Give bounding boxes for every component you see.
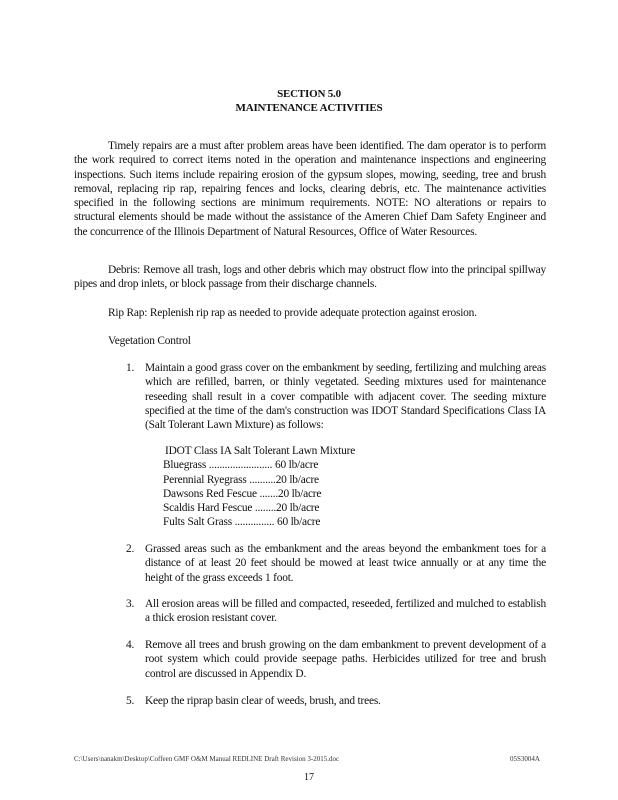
vegetation-heading: Vegetation Control	[108, 335, 191, 347]
list-text: Keep the riprap basin clear of weeds, brush, and trees.	[145, 695, 381, 707]
debris-paragraph	[74, 263, 546, 292]
rip-rap-paragraph: Rip Rap: Replenish rip rap as needed to provide adequate protection against erosion.	[108, 307, 477, 319]
list-number: 3.	[126, 598, 135, 610]
seed-row: Dawsons Red Fescue .......20 lb/acre	[163, 487, 322, 500]
section-title: MAINTENANCE ACTIVITIES	[235, 102, 383, 114]
seed-mixture-table	[163, 444, 403, 530]
list-item	[126, 638, 546, 681]
list-item	[126, 597, 546, 626]
list-text: Grassed areas such as the embankment and the areas beyond the embankment toes for a distance of at least 20 feet should be mowed at least twice annually or at any time the height of the grass exceeds 1 foot.	[145, 543, 546, 584]
footer-doc-code: 05S3004A	[510, 755, 540, 763]
list-number: 4.	[126, 639, 135, 651]
list-number: 1.	[126, 362, 135, 374]
list-number: 2.	[126, 543, 135, 555]
seed-row: Fults Salt Grass ............... 60 lb/acre	[163, 516, 321, 529]
page-number: 17	[304, 772, 314, 783]
section-number: SECTION 5.0	[277, 88, 341, 100]
list-item	[126, 542, 546, 585]
list-text: Remove all trees and brush growing on the dam embankment to prevent development of a root system which could provide seepage paths. Herbicides utilized for tree and brush control are discussed in Appendix D.	[145, 639, 546, 680]
list-text: All erosion areas will be filled and compacted, reseeded, fertilized and mulched to establish a thick erosion resistant cover.	[145, 598, 546, 625]
footer-file-path: C:\Users\nanakm\Desktop\Coffeen GMF O&M Manual REDLINE Draft Revision 3-2015.doc	[74, 755, 340, 763]
list-text: Maintain a good grass cover on the embankment by seeding, fertilizing and mulching areas which are refilled, barren, or thinly vegetated. Seeding mixtures used for maintenance reseeding shall result in a cover compatible with adjacent cover. The seeding mixture specified at the time of the dam's construction was IDOT Standard Specifications Class IA (Salt Tolerant Lawn Mixture) as follows:	[145, 362, 546, 432]
list-number: 5.	[126, 695, 135, 707]
seed-mixture-title: IDOT Class IA Salt Tolerant Lawn Mixture	[165, 445, 356, 457]
intro-text: Timely repairs are a must after problem areas have been identified. The dam operator is to perform the work required to correct items noted in the operation and maintenance inspections and engineering inspections. Such items include repairing erosion of the gypsum slopes, mowing, seeding, tree and brush removal, replacing rip rap, repairing fences and locks, clearing debris, etc. The maintenance activities specified in the following sections are minimum requirements. NOTE: NO alterations or repairs to structural elements should be made without the assistance of the Ameren Chief Dam Safety Engineer and the concurrence of the Illinois Department of Natural Resources, Office of Water Resources.	[74, 140, 546, 238]
intro-paragraph	[74, 139, 546, 239]
list-item	[126, 694, 546, 708]
seed-row: Scaldis Hard Fescue ........20 lb/acre	[163, 502, 320, 515]
seed-row: Bluegrass ........................ 60 lb/acre	[163, 459, 319, 472]
seed-row: Perennial Ryegrass ..........20 lb/acre	[163, 473, 319, 486]
debris-text: Debris: Remove all trash, logs and other debris which may obstruct flow into the principal spillway pipes and drop inlets, or block passage from their discharge channels.	[74, 264, 546, 291]
list-item	[126, 361, 546, 432]
